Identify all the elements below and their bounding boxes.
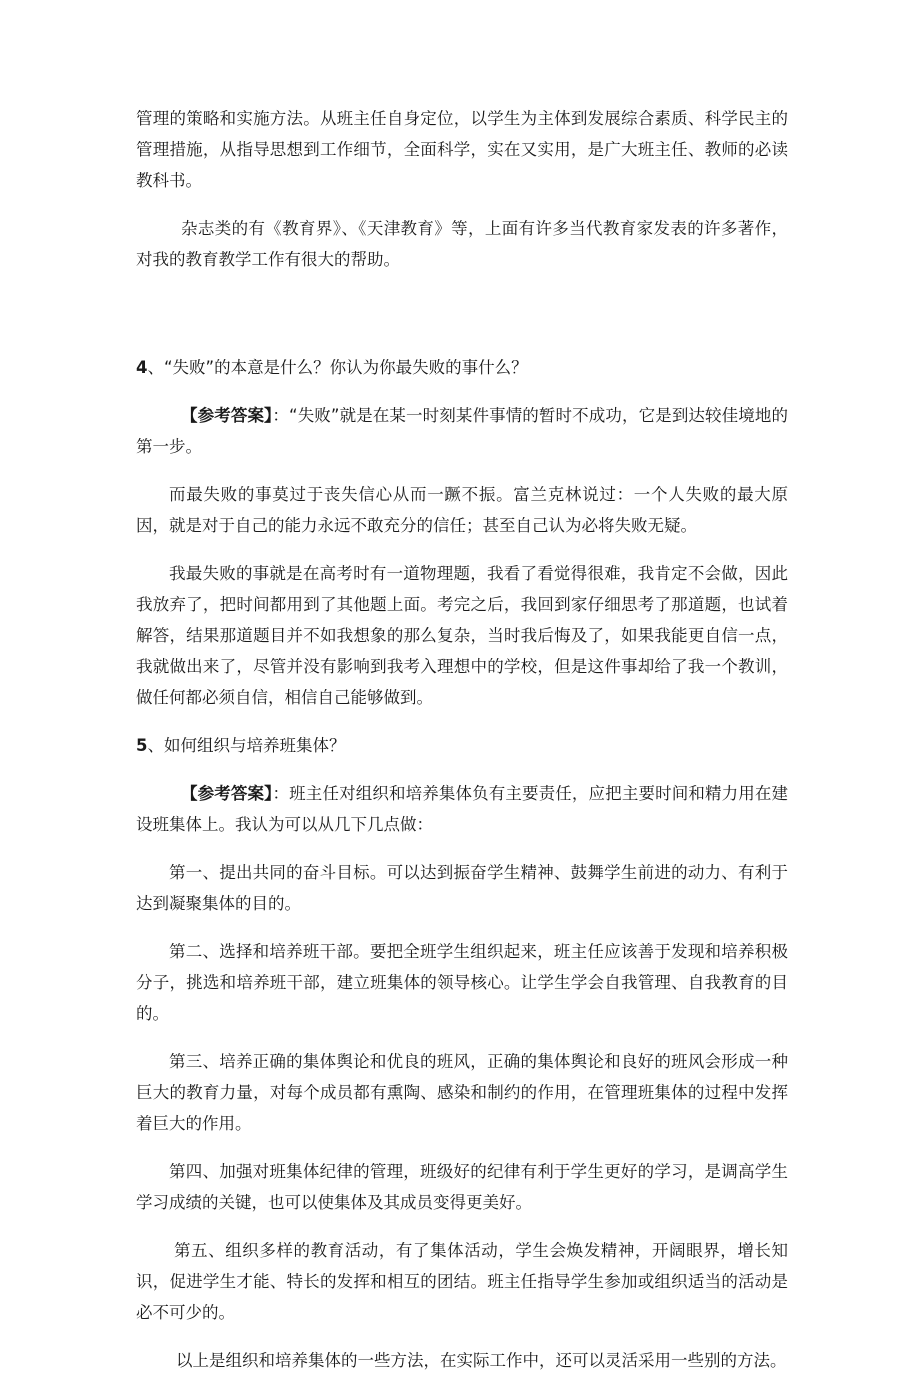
- question-5-point-5: 第五、组织多样的教育活动，有了集体活动，学生会焕发精神，开阔眼界，增长知识，促进学生才能、特长的发挥和相互的团结。班主任指导学生参加或组织适当的活动是必不可少的。: [136, 1241, 788, 1322]
- question-5-point-1: 第一、提出共同的奋斗目标。可以达到振奋学生精神、鼓舞学生前进的动力、有利于达到凝聚集体的目的。: [136, 863, 788, 913]
- answer-text: ：“失败”就是在某一时刻某件事情的暂时不成功，它是到达较佳境地的第一步。: [136, 406, 788, 456]
- answer-label: 【参考答案】: [181, 406, 273, 425]
- answer-text: ：班主任对组织和培养集体负有主要责任，应把主要时间和精力用在建设班集体上。我认为可以从几下几点做：: [136, 784, 789, 834]
- question-5-conclusion: 以上是组织和培养集体的一些方法，在实际工作中，还可以灵活采用一些别的方法。: [176, 1351, 787, 1370]
- question-5-heading: [136, 730, 788, 761]
- question-5-point-4: 第四、加强对班集体纪律的管理，班级好的纪律有利于学生更好的学习，是调高学生学习成绩的关键，也可以使集体及其成员变得更美好。: [136, 1162, 788, 1212]
- paragraph-management-book: 管理的策略和实施方法。从班主任自身定位，以学生为主体到发展综合素质、科学民主的管理措施，从指导思想到工作细节，全面科学，实在又实用，是广大班主任、教师的必读教科书。: [136, 109, 788, 190]
- answer-label: 【参考答案】: [181, 784, 273, 803]
- question-4-answer: [136, 400, 788, 462]
- paragraph-magazines: 杂志类的有《教育界》、《天津教育》等，上面有许多当代教育家发表的许多著作，对我的教育教学工作有很大的帮助。: [136, 219, 788, 269]
- question-5-point-2: 第二、选择和培养班干部。要把全班学生组织起来，班主任应该善于发现和培养积极分子，挑选和培养班干部，建立班集体的领导核心。让学生学会自我管理、自我教育的目的。: [136, 942, 788, 1023]
- question-5-point-3: 第三、培养正确的集体舆论和优良的班风，正确的集体舆论和良好的班风会形成一种巨大的教育力量，对每个成员都有熏陶、感染和制约的作用，在管理班集体的过程中发挥着巨大的作用。: [136, 1052, 788, 1133]
- question-5-number: 5: [136, 736, 148, 755]
- question-5-answer: [136, 778, 788, 840]
- question-5-text: 、如何组织与培养班集体？: [147, 736, 346, 755]
- document-body: [136, 103, 788, 1376]
- question-4-heading: [136, 352, 788, 383]
- question-4-text: 、“失败”的本意是什么？你认为你最失败的事什么？: [147, 358, 528, 377]
- question-4-number: 4: [136, 358, 148, 377]
- question-4-paragraph-3: 我最失败的事就是在高考时有一道物理题，我看了看觉得很难，我肯定不会做，因此我放弃了，把时间都用到了其他题上面。考完之后，我回到家仔细思考了那道题，也试着解答，结果那道题目并不如我想象的那么复杂，当时我后悔及了，如果我能更自信一点，我就做出来了，尽管并没有影响到我考入理想中的学校，但是这件事却给了我一个教训，做任何都必须自信，相信自己能够做到。: [136, 564, 788, 707]
- question-4-paragraph-2: 而最失败的事莫过于丧失信心从而一蹶不振。富兰克林说过：一个人失败的最大原因，就是对于自己的能力永远不敢充分的信任；甚至自己认为必将失败无疑。: [136, 485, 788, 535]
